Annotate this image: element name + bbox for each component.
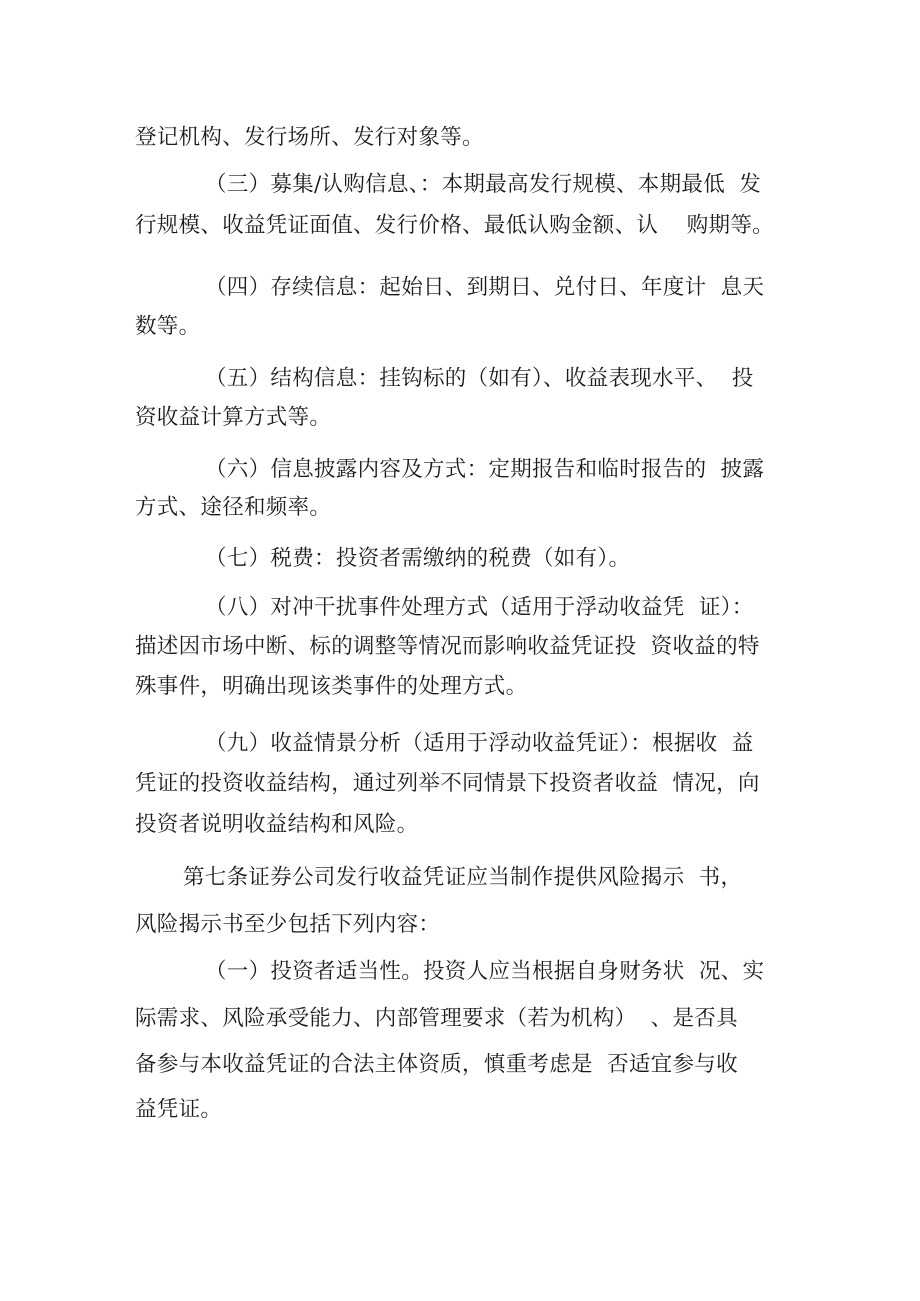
text-line-11: （八）对冲干扰事件处理方式（适用于浮动收益凭 证）： — [205, 595, 754, 620]
text-line-18: 风险揭示书至少包括下列内容： — [135, 912, 441, 937]
text-line-21: 备参与本收益凭证的合法主体资质，慎重考虑是 否适宜参与收 — [135, 1052, 738, 1077]
text-line-19: （一）投资者适当性。投资人应当根据自身财务状 况、实 — [205, 959, 765, 984]
text-line-4: （四）存续信息：起始日、到期日、兑付日、年度计 息天 — [205, 275, 765, 300]
text-line-9: 方式、途径和频率。 — [135, 495, 332, 520]
text-line-10: （七）税费：投资者需缴纳的税费（如有）。 — [205, 546, 631, 571]
text-line-7: 资收益计算方式等。 — [135, 405, 332, 430]
text-line-1: 登记机构、发行场所、发行对象等。 — [135, 125, 484, 150]
text-line-13: 殊事件，明确出现该类事件的处理方式。 — [135, 674, 528, 699]
text-line-22: 益凭证。 — [135, 1097, 223, 1122]
text-line-5: 数等。 — [135, 314, 201, 339]
text-line-6: （五）结构信息：挂钩标的（如有）、收益表现水平、 投 — [205, 366, 754, 391]
text-line-20: 际需求、风险承受能力、内部管理要求（若为机构） 、是否具 — [135, 1006, 738, 1031]
text-line-8: （六）信息披露内容及方式：定期报告和临时报告的 披露 — [205, 457, 765, 482]
text-line-12: 描述因市场中断、标的调整等情况而影响收益凭证投 资收益的特 — [135, 634, 760, 659]
text-line-16: 投资者说明收益结构和风险。 — [135, 812, 419, 837]
text-line-17: 第七条证券公司发行收益凭证应当制作提供风险揭示 书， — [183, 865, 743, 890]
text-line-15: 凭证的投资收益结构，通过列举不同情景下投资者收益 情况，向 — [135, 771, 760, 796]
text-line-2: （三）募集/认购信息、：本期最高发行规模、本期最低 发 — [205, 172, 762, 197]
text-line-3: 行规模、收益凭证面值、发行价格、最低认购金额、认 购期等。 — [135, 213, 774, 238]
text-line-14: （九）收益情景分析（适用于浮动收益凭证）：根据收 益 — [205, 731, 754, 756]
